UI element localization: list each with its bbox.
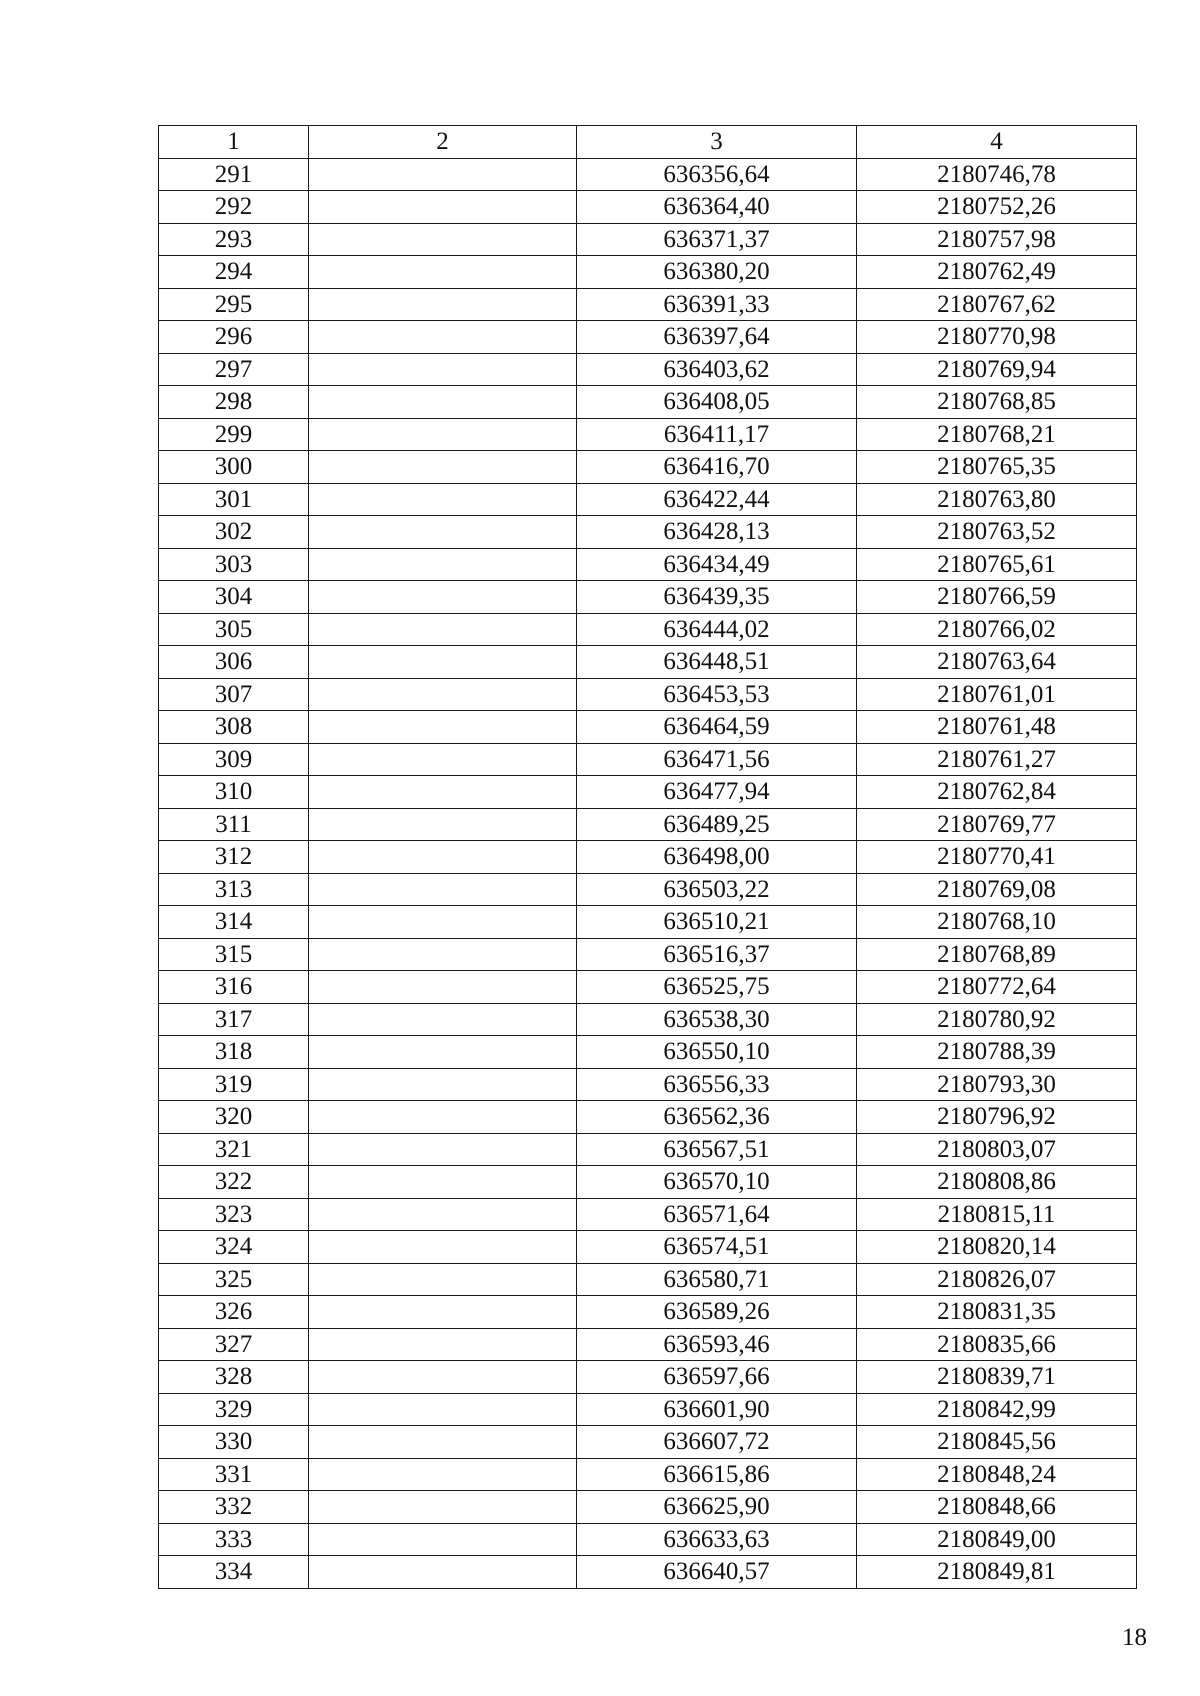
name-cell (309, 1101, 577, 1134)
name-cell (309, 516, 577, 549)
table-row (159, 1523, 1137, 1556)
name-cell (309, 1361, 577, 1394)
table-row (159, 1393, 1137, 1426)
x-coordinate-cell: 636408,05 (577, 386, 857, 419)
name-cell (309, 711, 577, 744)
point-number-cell: 292 (159, 191, 309, 224)
x-coordinate-cell: 636567,51 (577, 1133, 857, 1166)
column-header-3: 3 (577, 126, 857, 159)
x-coordinate-cell: 636453,53 (577, 678, 857, 711)
table-row (159, 646, 1137, 679)
point-number-cell: 295 (159, 288, 309, 321)
x-coordinate-cell: 636411,17 (577, 418, 857, 451)
x-coordinate-cell: 636550,10 (577, 1036, 857, 1069)
table-row (159, 1328, 1137, 1361)
x-coordinate-cell: 636510,21 (577, 906, 857, 939)
y-coordinate-cell: 2180768,85 (857, 386, 1137, 419)
point-number-cell: 291 (159, 158, 309, 191)
x-coordinate-cell: 636422,44 (577, 483, 857, 516)
table-row (159, 256, 1137, 289)
y-coordinate-cell: 2180757,98 (857, 223, 1137, 256)
point-number-cell: 319 (159, 1068, 309, 1101)
point-number-cell: 326 (159, 1296, 309, 1329)
y-coordinate-cell: 2180788,39 (857, 1036, 1137, 1069)
x-coordinate-cell: 636380,20 (577, 256, 857, 289)
table-row (159, 1133, 1137, 1166)
name-cell (309, 776, 577, 809)
y-coordinate-cell: 2180769,08 (857, 873, 1137, 906)
x-coordinate-cell: 636503,22 (577, 873, 857, 906)
point-number-cell: 313 (159, 873, 309, 906)
x-coordinate-cell: 636571,64 (577, 1198, 857, 1231)
name-cell (309, 646, 577, 679)
table-row (159, 1361, 1137, 1394)
y-coordinate-cell: 2180848,24 (857, 1458, 1137, 1491)
name-cell (309, 1296, 577, 1329)
table-row (159, 321, 1137, 354)
name-cell (309, 223, 577, 256)
x-coordinate-cell: 636464,59 (577, 711, 857, 744)
y-coordinate-cell: 2180766,02 (857, 613, 1137, 646)
column-header-1: 1 (159, 126, 309, 159)
x-coordinate-cell: 636574,51 (577, 1231, 857, 1264)
y-coordinate-cell: 2180835,66 (857, 1328, 1137, 1361)
table-row (159, 451, 1137, 484)
x-coordinate-cell: 636601,90 (577, 1393, 857, 1426)
point-number-cell: 293 (159, 223, 309, 256)
point-number-cell: 329 (159, 1393, 309, 1426)
x-coordinate-cell: 636477,94 (577, 776, 857, 809)
name-cell (309, 971, 577, 1004)
x-coordinate-cell: 636625,90 (577, 1491, 857, 1524)
point-number-cell: 312 (159, 841, 309, 874)
table-row (159, 386, 1137, 419)
point-number-cell: 316 (159, 971, 309, 1004)
x-coordinate-cell: 636371,37 (577, 223, 857, 256)
y-coordinate-cell: 2180761,48 (857, 711, 1137, 744)
point-number-cell: 297 (159, 353, 309, 386)
y-coordinate-cell: 2180848,66 (857, 1491, 1137, 1524)
name-cell (309, 613, 577, 646)
x-coordinate-cell: 636516,37 (577, 938, 857, 971)
y-coordinate-cell: 2180780,92 (857, 1003, 1137, 1036)
name-cell (309, 1133, 577, 1166)
y-coordinate-cell: 2180763,52 (857, 516, 1137, 549)
table-row (159, 1166, 1137, 1199)
header-row (159, 126, 1137, 159)
x-coordinate-cell: 636428,13 (577, 516, 857, 549)
y-coordinate-cell: 2180768,10 (857, 906, 1137, 939)
name-cell (309, 841, 577, 874)
point-number-cell: 311 (159, 808, 309, 841)
x-coordinate-cell: 636397,64 (577, 321, 857, 354)
y-coordinate-cell: 2180761,27 (857, 743, 1137, 776)
x-coordinate-cell: 636525,75 (577, 971, 857, 1004)
name-cell (309, 548, 577, 581)
table-row (159, 191, 1137, 224)
name-cell (309, 873, 577, 906)
column-header-2: 2 (309, 126, 577, 159)
name-cell (309, 1426, 577, 1459)
x-coordinate-cell: 636356,64 (577, 158, 857, 191)
y-coordinate-cell: 2180770,98 (857, 321, 1137, 354)
point-number-cell: 332 (159, 1491, 309, 1524)
y-coordinate-cell: 2180761,01 (857, 678, 1137, 711)
table-row (159, 1491, 1137, 1524)
name-cell (309, 1068, 577, 1101)
x-coordinate-cell: 636556,33 (577, 1068, 857, 1101)
x-coordinate-cell: 636403,62 (577, 353, 857, 386)
table-row (159, 1556, 1137, 1589)
point-number-cell: 303 (159, 548, 309, 581)
table-row (159, 776, 1137, 809)
name-cell (309, 581, 577, 614)
y-coordinate-cell: 2180842,99 (857, 1393, 1137, 1426)
name-cell (309, 1231, 577, 1264)
y-coordinate-cell: 2180826,07 (857, 1263, 1137, 1296)
x-coordinate-cell: 636633,63 (577, 1523, 857, 1556)
y-coordinate-cell: 2180765,61 (857, 548, 1137, 581)
table-header (159, 126, 1137, 159)
y-coordinate-cell: 2180849,00 (857, 1523, 1137, 1556)
y-coordinate-cell: 2180772,64 (857, 971, 1137, 1004)
table-row (159, 841, 1137, 874)
y-coordinate-cell: 2180769,94 (857, 353, 1137, 386)
table-row (159, 1263, 1137, 1296)
x-coordinate-cell: 636580,71 (577, 1263, 857, 1296)
name-cell (309, 191, 577, 224)
y-coordinate-cell: 2180839,71 (857, 1361, 1137, 1394)
x-coordinate-cell: 636597,66 (577, 1361, 857, 1394)
table-row (159, 1458, 1137, 1491)
y-coordinate-cell: 2180803,07 (857, 1133, 1137, 1166)
name-cell (309, 743, 577, 776)
name-cell (309, 321, 577, 354)
table-row (159, 1068, 1137, 1101)
y-coordinate-cell: 2180793,30 (857, 1068, 1137, 1101)
point-number-cell: 307 (159, 678, 309, 711)
page-number: 18 (1122, 1624, 1147, 1651)
table-row (159, 711, 1137, 744)
table-row (159, 1101, 1137, 1134)
x-coordinate-cell: 636439,35 (577, 581, 857, 614)
y-coordinate-cell: 2180762,84 (857, 776, 1137, 809)
point-number-cell: 321 (159, 1133, 309, 1166)
name-cell (309, 1003, 577, 1036)
point-number-cell: 310 (159, 776, 309, 809)
table-row (159, 938, 1137, 971)
point-number-cell: 325 (159, 1263, 309, 1296)
table-row (159, 1231, 1137, 1264)
y-coordinate-cell: 2180770,41 (857, 841, 1137, 874)
name-cell (309, 1523, 577, 1556)
point-number-cell: 298 (159, 386, 309, 419)
point-number-cell: 324 (159, 1231, 309, 1264)
name-cell (309, 906, 577, 939)
point-number-cell: 318 (159, 1036, 309, 1069)
point-number-cell: 323 (159, 1198, 309, 1231)
x-coordinate-cell: 636416,70 (577, 451, 857, 484)
x-coordinate-cell: 636391,33 (577, 288, 857, 321)
y-coordinate-cell: 2180765,35 (857, 451, 1137, 484)
point-number-cell: 305 (159, 613, 309, 646)
table-row (159, 548, 1137, 581)
point-number-cell: 315 (159, 938, 309, 971)
name-cell (309, 256, 577, 289)
name-cell (309, 288, 577, 321)
point-number-cell: 308 (159, 711, 309, 744)
name-cell (309, 1198, 577, 1231)
point-number-cell: 309 (159, 743, 309, 776)
point-number-cell: 334 (159, 1556, 309, 1589)
x-coordinate-cell: 636607,72 (577, 1426, 857, 1459)
point-number-cell: 333 (159, 1523, 309, 1556)
y-coordinate-cell: 2180815,11 (857, 1198, 1137, 1231)
y-coordinate-cell: 2180831,35 (857, 1296, 1137, 1329)
name-cell (309, 451, 577, 484)
table-row (159, 1003, 1137, 1036)
point-number-cell: 299 (159, 418, 309, 451)
point-number-cell: 317 (159, 1003, 309, 1036)
table-row (159, 808, 1137, 841)
x-coordinate-cell: 636364,40 (577, 191, 857, 224)
x-coordinate-cell: 636471,56 (577, 743, 857, 776)
table-row (159, 971, 1137, 1004)
table-body (159, 158, 1137, 1588)
x-coordinate-cell: 636538,30 (577, 1003, 857, 1036)
x-coordinate-cell: 636498,00 (577, 841, 857, 874)
table-row (159, 418, 1137, 451)
name-cell (309, 386, 577, 419)
table-row (159, 223, 1137, 256)
table-row (159, 678, 1137, 711)
y-coordinate-cell: 2180767,62 (857, 288, 1137, 321)
name-cell (309, 1036, 577, 1069)
point-number-cell: 314 (159, 906, 309, 939)
y-coordinate-cell: 2180768,89 (857, 938, 1137, 971)
name-cell (309, 158, 577, 191)
x-coordinate-cell: 636640,57 (577, 1556, 857, 1589)
point-number-cell: 330 (159, 1426, 309, 1459)
y-coordinate-cell: 2180808,86 (857, 1166, 1137, 1199)
point-number-cell: 320 (159, 1101, 309, 1134)
table-row (159, 743, 1137, 776)
name-cell (309, 938, 577, 971)
point-number-cell: 304 (159, 581, 309, 614)
y-coordinate-cell: 2180766,59 (857, 581, 1137, 614)
x-coordinate-cell: 636434,49 (577, 548, 857, 581)
table-row (159, 906, 1137, 939)
x-coordinate-cell: 636615,86 (577, 1458, 857, 1491)
coordinates-table (158, 125, 1137, 1589)
y-coordinate-cell: 2180769,77 (857, 808, 1137, 841)
name-cell (309, 1556, 577, 1589)
column-header-4: 4 (857, 126, 1137, 159)
point-number-cell: 301 (159, 483, 309, 516)
x-coordinate-cell: 636448,51 (577, 646, 857, 679)
table-row (159, 613, 1137, 646)
table-row (159, 1036, 1137, 1069)
x-coordinate-cell: 636489,25 (577, 808, 857, 841)
x-coordinate-cell: 636593,46 (577, 1328, 857, 1361)
x-coordinate-cell: 636570,10 (577, 1166, 857, 1199)
name-cell (309, 808, 577, 841)
y-coordinate-cell: 2180746,78 (857, 158, 1137, 191)
y-coordinate-cell: 2180820,14 (857, 1231, 1137, 1264)
name-cell (309, 1458, 577, 1491)
table-row (159, 353, 1137, 386)
point-number-cell: 300 (159, 451, 309, 484)
table-row (159, 516, 1137, 549)
point-number-cell: 302 (159, 516, 309, 549)
name-cell (309, 418, 577, 451)
name-cell (309, 1393, 577, 1426)
table-row (159, 1198, 1137, 1231)
y-coordinate-cell: 2180763,80 (857, 483, 1137, 516)
y-coordinate-cell: 2180768,21 (857, 418, 1137, 451)
point-number-cell: 328 (159, 1361, 309, 1394)
x-coordinate-cell: 636444,02 (577, 613, 857, 646)
table-row (159, 1296, 1137, 1329)
point-number-cell: 331 (159, 1458, 309, 1491)
name-cell (309, 1166, 577, 1199)
x-coordinate-cell: 636589,26 (577, 1296, 857, 1329)
table-row (159, 581, 1137, 614)
point-number-cell: 327 (159, 1328, 309, 1361)
name-cell (309, 1328, 577, 1361)
point-number-cell: 322 (159, 1166, 309, 1199)
y-coordinate-cell: 2180796,92 (857, 1101, 1137, 1134)
table-row (159, 483, 1137, 516)
y-coordinate-cell: 2180762,49 (857, 256, 1137, 289)
y-coordinate-cell: 2180763,64 (857, 646, 1137, 679)
x-coordinate-cell: 636562,36 (577, 1101, 857, 1134)
y-coordinate-cell: 2180849,81 (857, 1556, 1137, 1589)
table-row (159, 288, 1137, 321)
name-cell (309, 1491, 577, 1524)
name-cell (309, 1263, 577, 1296)
name-cell (309, 353, 577, 386)
table-row (159, 158, 1137, 191)
point-number-cell: 306 (159, 646, 309, 679)
y-coordinate-cell: 2180752,26 (857, 191, 1137, 224)
table-row (159, 873, 1137, 906)
name-cell (309, 483, 577, 516)
point-number-cell: 294 (159, 256, 309, 289)
name-cell (309, 678, 577, 711)
point-number-cell: 296 (159, 321, 309, 354)
y-coordinate-cell: 2180845,56 (857, 1426, 1137, 1459)
table-row (159, 1426, 1137, 1459)
